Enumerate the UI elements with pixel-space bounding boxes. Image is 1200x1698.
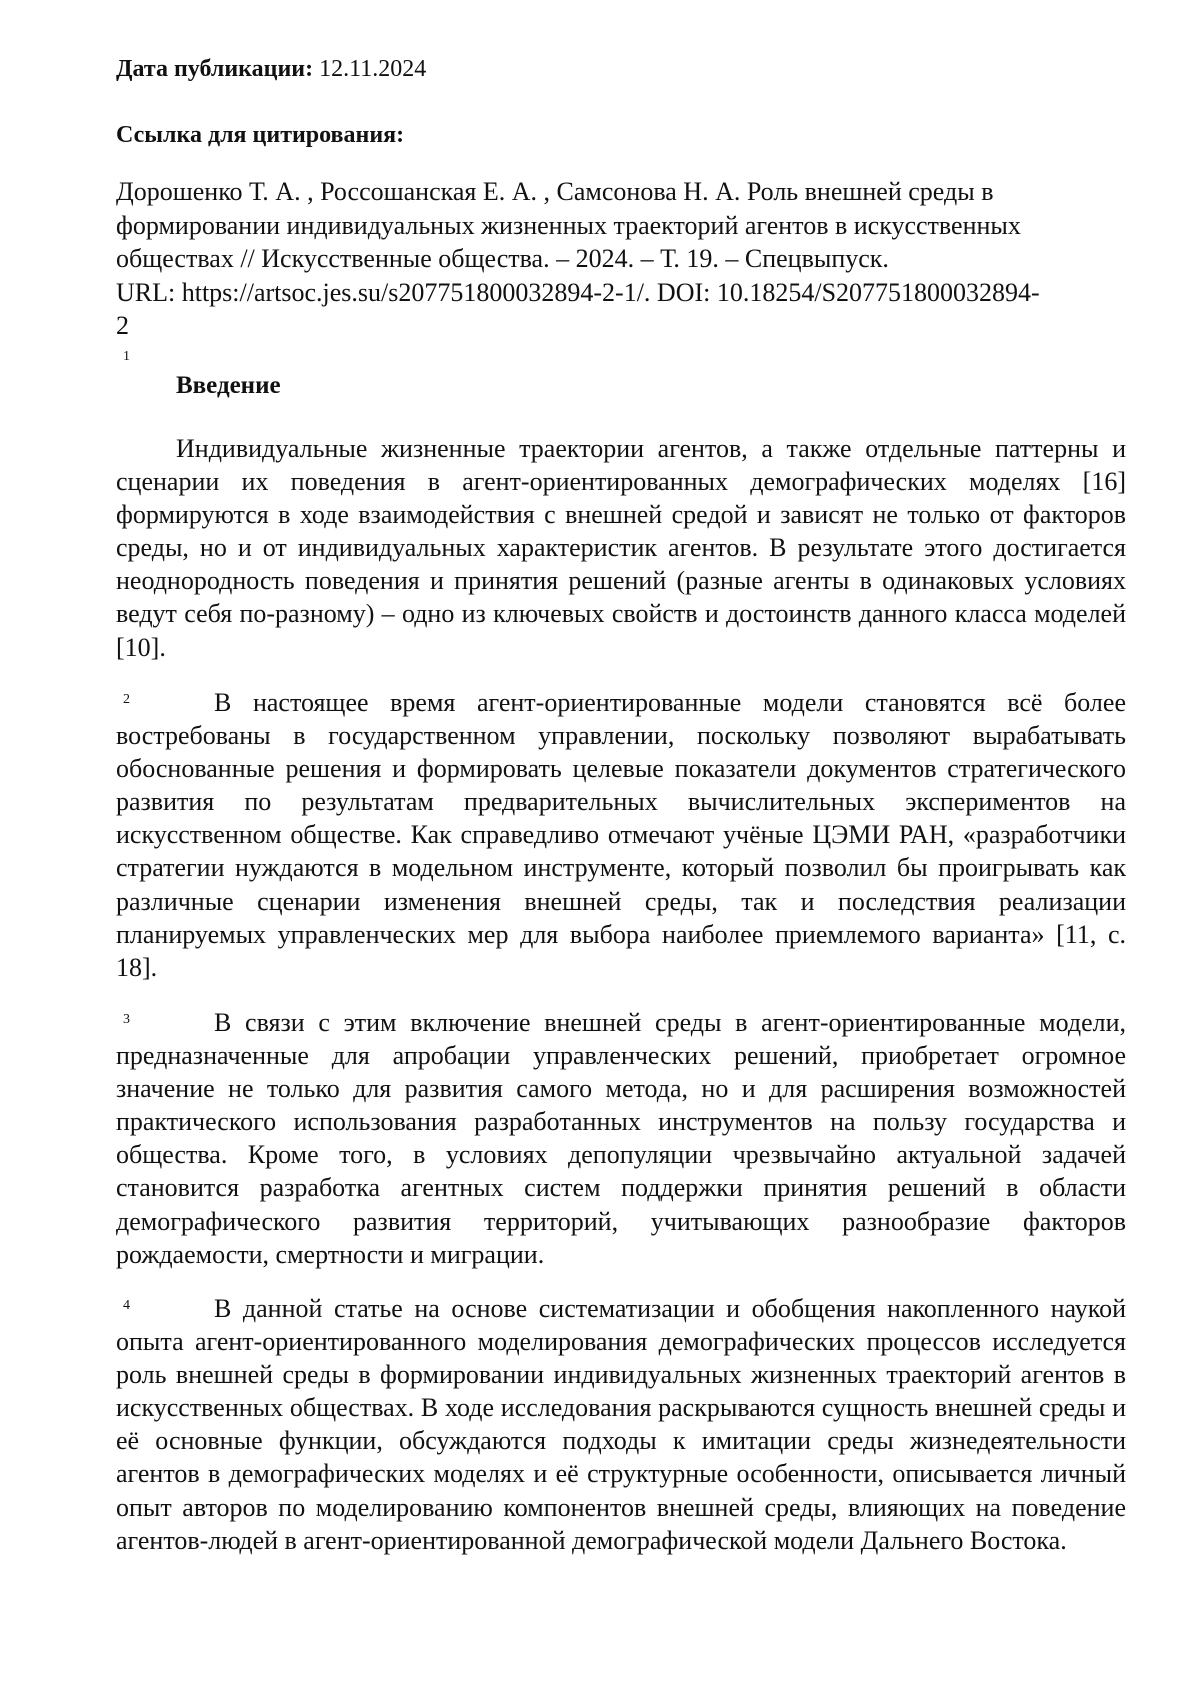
paragraph-number: 3 <box>123 1012 130 1027</box>
paragraph-number: 2 <box>123 692 130 707</box>
section-heading: Введение <box>176 372 281 399</box>
publication-date-value: 12.11.2024 <box>319 56 427 82</box>
paragraph-number: 4 <box>123 1298 130 1313</box>
citation-line: формировании индивидуальных жизненных траекторий агентов в искусственных <box>116 210 1021 240</box>
citation-line: обществах // Искусственные общества. – 2024. – Т. 19. – Спецвыпуск. <box>116 244 889 273</box>
paragraph-3: В связи с этим включение внешней среды в агент-ориентированные модели, предназначенные для апробации управленческих решений, приобретает огромное значение не только для развития самого метода, но и для расширения возможностей практического использования разработанных инструментов на пользу государства и общества. Кроме того, в условиях депопуляции чрезвычайно актуальной задачей становится разработка агентных систем поддержки принятия решений в области демографического развития территорий, учитывающих разнообразие факторов рождаемости, смертности и миграции. <box>116 1008 1126 1269</box>
citation-line: Дорошенко Т. А. , Россошанская Е. А. , Самсонова Н. А. Роль внешней среды в <box>116 177 994 206</box>
citation-block <box>116 175 1126 343</box>
publication-date-label: Дата публикации: <box>116 56 314 82</box>
paragraph-number: 1 <box>123 349 130 364</box>
citation-line: 2 <box>116 311 129 340</box>
publication-date <box>116 56 426 83</box>
citation-label: Ссылка для цитирования: <box>116 122 405 148</box>
paragraph-2: В настоящее время агент-ориентированные модели становятся всё более востребованы в государственном управлении, поскольку позволяют вырабатывать обоснованные решения и формировать целевые показатели документов стратегического развития по результатам предварительных вычислительных экспериментов на искусственном обществе. Как справедливо отмечают учёные ЦЭМИ РАН, «разработчики стратегии нуждаются в модельном инструменте, который позволил бы проигрывать как различные сценарии изменения внешней среды, так и последствия реализации планируемых управленческих мер для выбора наиболее приемлемого варианта» [11, с. 18]. <box>116 688 1126 982</box>
paragraph-4: В данной статье на основе систематизации и обобщения накопленного наукой опыта агент-ориентированного моделирования демографических процессов исследуется роль внешней среды в формировании индивидуальных жизненных траекторий агентов в искусственных обществах. В ходе исследования раскрываются сущность внешней среды и её основные функции, обсуждаются подходы к имитации среды жизнедеятельности агентов в демографических моделях и её структурные особенности, описывается личный опыт авторов по моделированию компонентов внешней среды, влияющих на поведение агентов-людей в агент-ориентированной демографической модели Дальнего Востока. <box>116 1294 1126 1555</box>
citation-line: URL: https://artsoc.jes.su/s207751800032894-2-1/. DOI: 10.18254/S207751800032894- <box>116 277 1040 307</box>
paragraph-1: Индивидуальные жизненные траектории агентов, а также отдельные паттерны и сценарии их поведения в агент-ориентированных демографических моделях [16] формируются в ходе взаимодействия с внешней средой и зависят не только от факторов среды, но и от индивидуальных характеристик агентов. В результате этого достигается неоднородность поведения и принятия решений (разные агенты в одинаковых условиях ведут себя по-разному) – одно из ключевых свойств и достоинств данного класса моделей [10]. <box>116 434 1126 662</box>
